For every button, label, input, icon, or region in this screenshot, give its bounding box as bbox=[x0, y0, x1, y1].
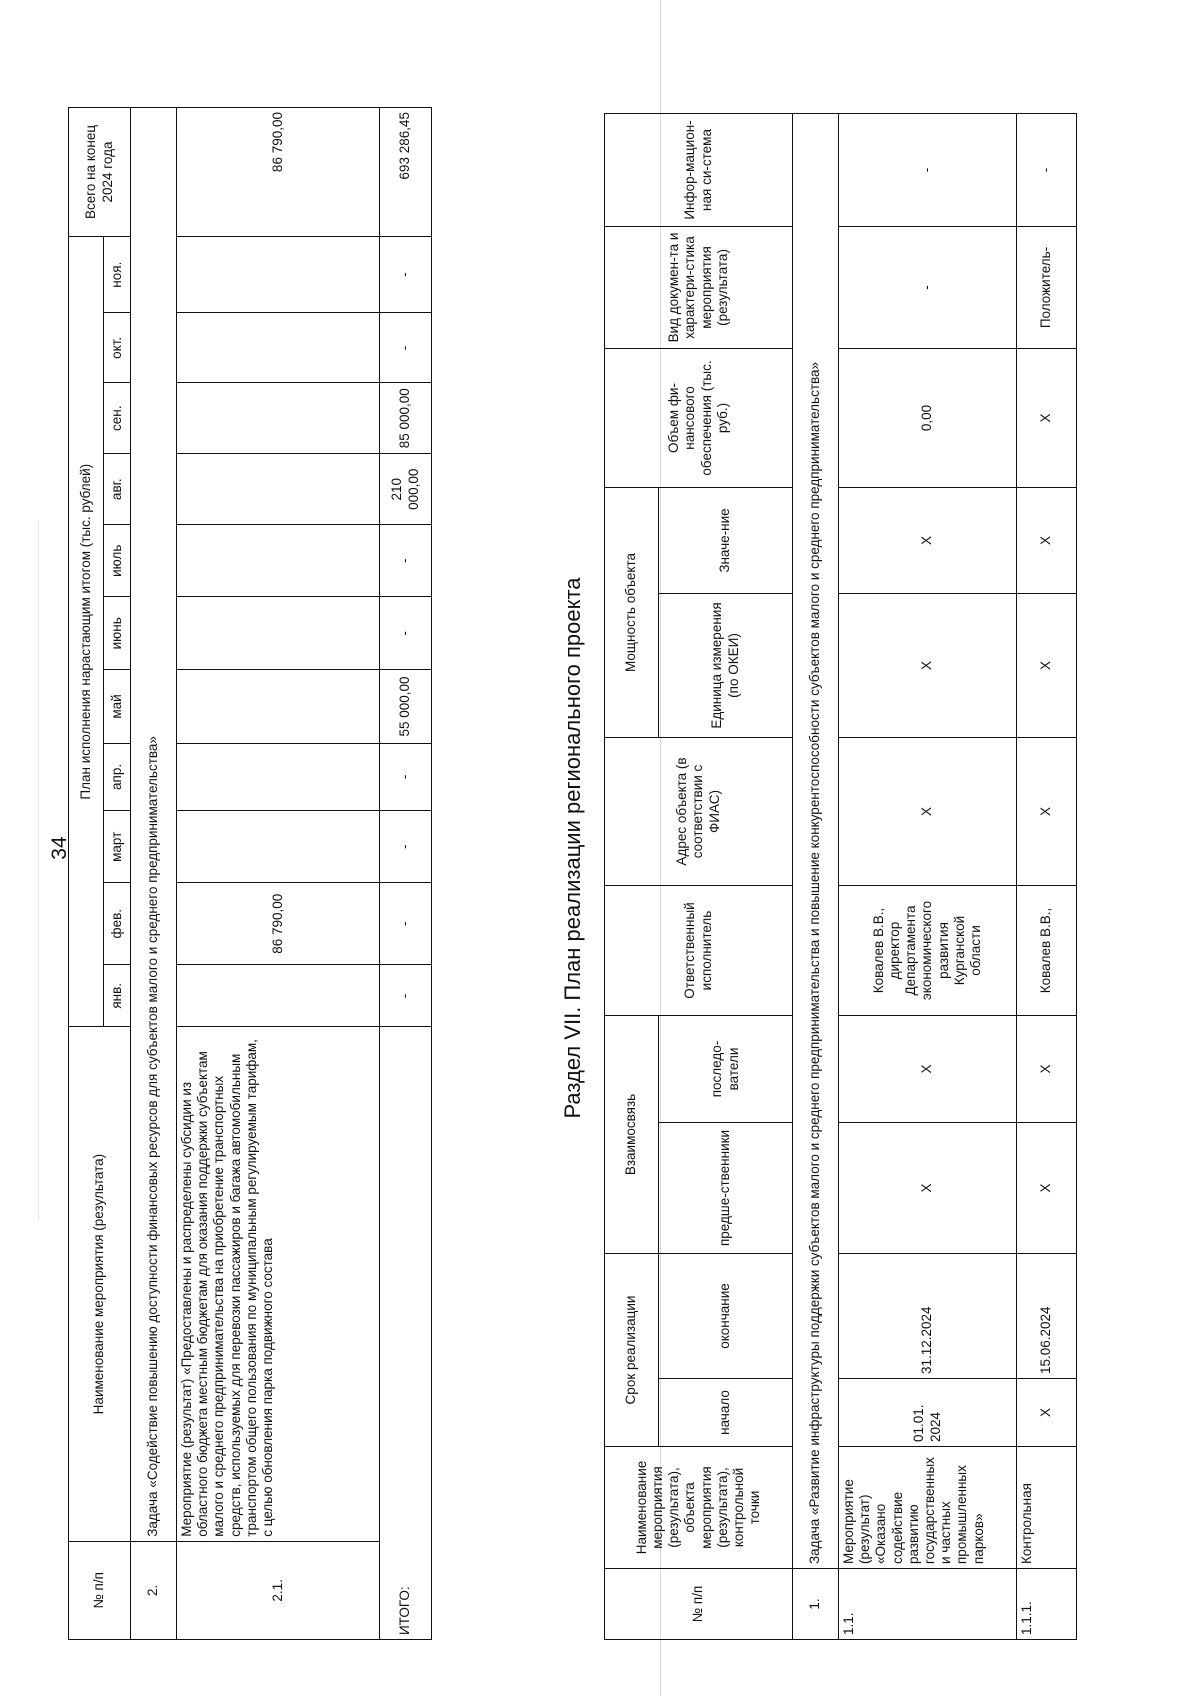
header-num: № п/п bbox=[69, 1541, 131, 1639]
s7-row2-pred: X bbox=[1017, 1122, 1077, 1253]
s7-row1-unit: X bbox=[839, 593, 1017, 737]
itogo-aug: 210 000,00 bbox=[380, 454, 432, 525]
month-jul: июль bbox=[104, 525, 131, 597]
task-text: Задача «Содействие повышению доступности финансовых ресурсов для субъектов малого и среднего предпринимательства» bbox=[131, 108, 177, 1542]
month-jan: янв. bbox=[104, 965, 131, 1027]
s7-row1-name: Мероприятие (результат) «Оказано содействие развитию государственных и частных промышленных парков» bbox=[839, 1447, 1017, 1569]
s7-row2-addr: X bbox=[1017, 737, 1077, 885]
header-total: Всего на конец 2024 года bbox=[69, 108, 131, 237]
itogo-may: 55 000,00 bbox=[380, 670, 432, 743]
itogo-apr: - bbox=[380, 743, 432, 811]
s7-header-info: Инфор-мацион-ная си-стема bbox=[605, 113, 793, 226]
month-apr: апр. bbox=[104, 743, 131, 811]
s7-row1-pred: X bbox=[839, 1122, 1017, 1253]
item-text: Мероприятие (результат) «Предоставлены и распределены субсидии из областного бюджета местным бюджетам для оказания поддержки субъектам малого и среднего предпринимательства на приобретение транспортных средств, используемых для перевозки пассажиров и багажа автомобильным транспортом общего пользования по муниципальным регулируемым тарифам, с целью обновления парка подвижного состава bbox=[177, 1027, 380, 1541]
item-mar bbox=[177, 811, 380, 883]
s7-header-pred: предше-ственники bbox=[659, 1122, 793, 1253]
s7-row2-fin: X bbox=[1017, 348, 1077, 487]
s7-header-num: № п/п bbox=[605, 1569, 793, 1640]
s7-header-succ: последо-ватели bbox=[659, 1015, 793, 1122]
month-feb: фев. bbox=[104, 883, 131, 965]
month-jun: июнь bbox=[104, 597, 131, 670]
financing-plan-table bbox=[68, 107, 432, 1640]
s7-header-addr: Адрес объекта (в соответствии с ФИАС) bbox=[605, 737, 793, 885]
s7-row1-value: X bbox=[839, 487, 1017, 593]
s7-header-cap: Мощность объекта bbox=[605, 487, 659, 737]
s7-row2-unit: X bbox=[1017, 593, 1077, 737]
s7-row2-succ: X bbox=[1017, 1015, 1077, 1122]
s7-row2-num: 1.1.1. bbox=[1017, 1569, 1077, 1640]
s7-header-doc: Вид докумен-та и характери-стика мероприятия (результата) bbox=[605, 226, 793, 348]
month-mar: март bbox=[104, 811, 131, 883]
s7-row2-start: X bbox=[1017, 1379, 1077, 1447]
itogo-mar: - bbox=[380, 811, 432, 883]
s7-row2-value: X bbox=[1017, 487, 1077, 593]
s7-task-text: Задача «Развитие инфраструктуры поддержки субъектов малого и среднего предпринимательства и повышение конкурентоспособности субъектов малого и среднего предпринимательства» bbox=[793, 113, 839, 1568]
s7-header-link: Взаимосвязь bbox=[605, 1015, 659, 1253]
s7-row2-doc: Положитель- bbox=[1017, 226, 1077, 348]
s7-header-fin: Объем фи-нансового обеспечения (тыс. руб.) bbox=[605, 348, 793, 487]
implementation-plan-table bbox=[604, 113, 1077, 1640]
item-apr bbox=[177, 743, 380, 811]
s7-row1-num: 1.1. bbox=[839, 1569, 1017, 1640]
s7-row2-resp: Ковалев В.В., bbox=[1017, 885, 1077, 1015]
s7-row1-fin: 0,00 bbox=[839, 348, 1017, 487]
item-num: 2.1. bbox=[177, 1541, 380, 1639]
item-jan bbox=[177, 965, 380, 1027]
itogo-jan: - bbox=[380, 965, 432, 1027]
s7-row2-end: 15.06.2024 bbox=[1017, 1253, 1077, 1378]
header-plan: План исполнения нарастающим итогом (тыс. рублей) bbox=[69, 236, 104, 1026]
item-oct bbox=[177, 313, 380, 383]
itogo-jun: - bbox=[380, 597, 432, 670]
s7-row1-doc: - bbox=[839, 226, 1017, 348]
s7-row1-addr: X bbox=[839, 737, 1017, 885]
item-may bbox=[177, 670, 380, 743]
header-name: Наименование мероприятия (результата) bbox=[69, 1027, 131, 1541]
s7-header-name: Наименование мероприятия (результата), объекта мероприятия (результата), контрольной точки bbox=[605, 1447, 793, 1569]
s7-row1-end: 31.12.2024 bbox=[839, 1253, 1017, 1378]
month-aug: авг. bbox=[104, 454, 131, 525]
itogo-total: 693 286,45 bbox=[380, 108, 432, 237]
page-number: 34 bbox=[48, 836, 71, 860]
s7-header-value: Значе-ние bbox=[659, 487, 793, 593]
s7-header-end: окончание bbox=[659, 1253, 793, 1378]
item-jul bbox=[177, 525, 380, 597]
month-may: май bbox=[104, 670, 131, 743]
month-oct: окт. bbox=[104, 313, 131, 383]
s7-row2-name: Контрольная bbox=[1017, 1447, 1077, 1569]
item-feb: 86 790,00 bbox=[177, 883, 380, 965]
s7-header-resp: Ответственный исполнитель bbox=[605, 885, 793, 1015]
month-sep: сен. bbox=[104, 383, 131, 454]
s7-row1-start: 01.01. 2024 bbox=[839, 1379, 1017, 1447]
itogo-jul: - bbox=[380, 525, 432, 597]
itogo-oct: - bbox=[380, 313, 432, 383]
section-7-title: Раздел VII. План реализации регионального проекта bbox=[560, 577, 585, 1119]
item-jun bbox=[177, 597, 380, 670]
s7-task-num: 1. bbox=[793, 1569, 839, 1640]
item-aug bbox=[177, 454, 380, 525]
item-total: 86 790,00 bbox=[177, 108, 380, 237]
month-nov: ноя. bbox=[104, 236, 131, 312]
s7-row2-info: - bbox=[1017, 113, 1077, 226]
task-num: 2. bbox=[131, 1541, 177, 1639]
itogo-label: ИТОГО: bbox=[380, 1027, 432, 1640]
s7-header-unit: Единица измерения (по ОКЕИ) bbox=[659, 593, 793, 737]
s7-row1-resp: Ковалев В.В., директор Департамента экономического развития Курганской области bbox=[839, 885, 1017, 1015]
item-sep bbox=[177, 383, 380, 454]
item-nov bbox=[177, 236, 380, 312]
itogo-sep: 85 000,00 bbox=[380, 383, 432, 454]
itogo-feb: - bbox=[380, 883, 432, 965]
s7-header-term: Срок реализации bbox=[605, 1253, 659, 1446]
s7-row1-succ: X bbox=[839, 1015, 1017, 1122]
s7-row1-info: - bbox=[839, 113, 1017, 226]
s7-header-start: начало bbox=[659, 1379, 793, 1447]
itogo-nov: - bbox=[380, 236, 432, 312]
